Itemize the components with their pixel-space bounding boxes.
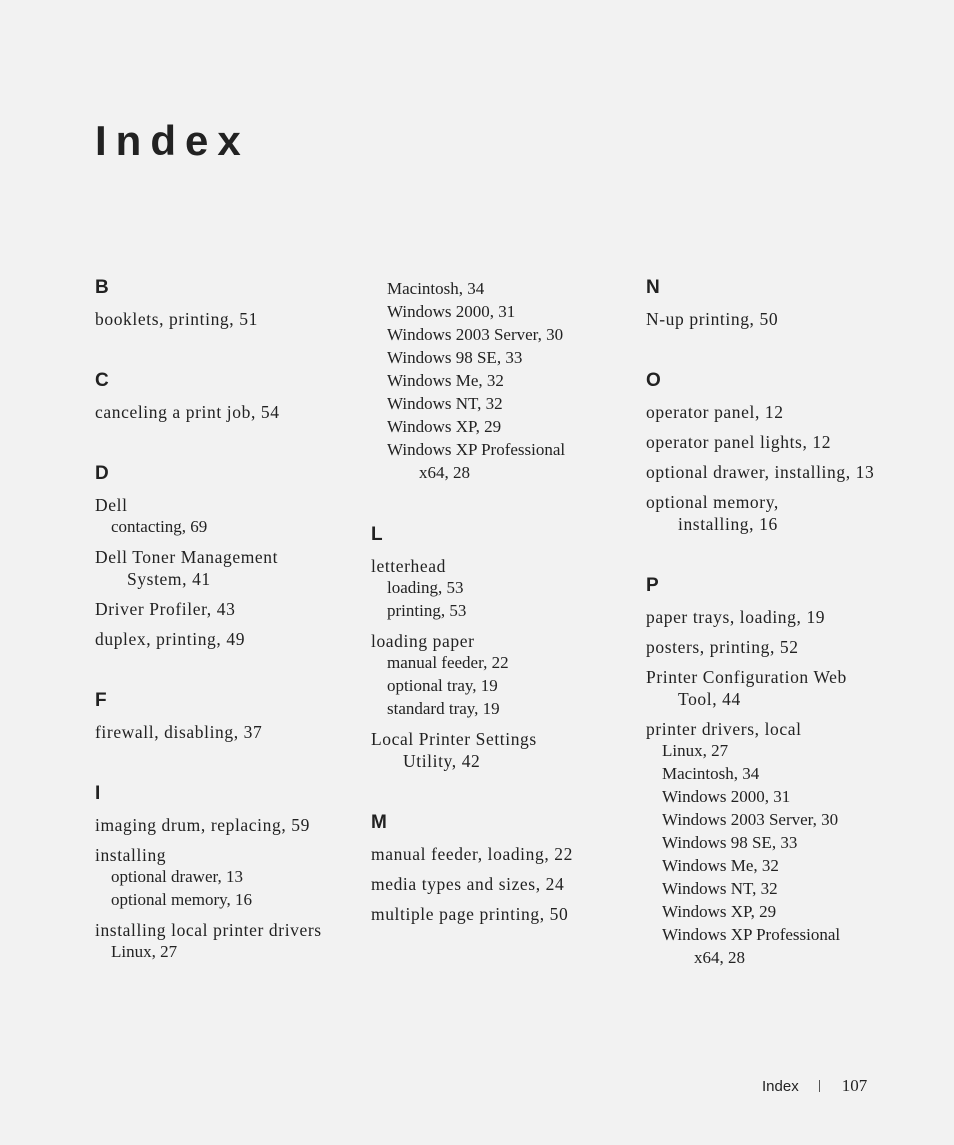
section-letter: L bbox=[371, 524, 383, 545]
page-footer bbox=[762, 1076, 867, 1096]
section-letter: D bbox=[95, 463, 109, 484]
index-subentry: Windows XP Professional bbox=[387, 440, 566, 459]
index-entry bbox=[646, 461, 916, 483]
index-entry-text: Printer Configuration Web bbox=[646, 667, 847, 687]
index-subentry: optional tray, 19 bbox=[387, 676, 498, 695]
index-entry-text: multiple page printing, 50 bbox=[371, 904, 569, 924]
index-entry bbox=[646, 431, 916, 453]
index-subentry: Windows XP, 29 bbox=[387, 417, 502, 436]
index-subentry: Windows 2000, 31 bbox=[662, 787, 791, 806]
index-entry bbox=[95, 844, 365, 866]
index-subentry: Windows 2003 Server, 30 bbox=[662, 810, 839, 829]
index-section bbox=[371, 525, 641, 772]
index-subentries bbox=[95, 866, 365, 911]
index-subentries bbox=[95, 516, 365, 538]
index-entry-text: canceling a print job, 54 bbox=[95, 402, 280, 422]
index-subentry: manual feeder, 22 bbox=[387, 653, 509, 672]
index-entry bbox=[95, 919, 365, 941]
index-entry-continuation: Utility, 42 bbox=[403, 751, 481, 771]
index-entry bbox=[646, 401, 916, 423]
index-section bbox=[95, 371, 365, 423]
index-entry-text: firewall, disabling, 37 bbox=[95, 722, 263, 742]
index-entry-text: installing local printer drivers bbox=[95, 920, 322, 940]
index-subentry: Linux, 27 bbox=[111, 942, 178, 961]
index-column-3 bbox=[646, 278, 916, 1010]
index-section bbox=[646, 278, 916, 330]
index-entry bbox=[95, 494, 365, 516]
index-entry-text: Dell Toner Management bbox=[95, 547, 279, 567]
index-entry-text: media types and sizes, 24 bbox=[371, 874, 565, 894]
index-entry bbox=[371, 630, 641, 652]
index-subentry: contacting, 69 bbox=[111, 517, 208, 536]
index-subentry: Windows 2000, 31 bbox=[387, 302, 516, 321]
index-section bbox=[646, 371, 916, 535]
index-entry bbox=[371, 903, 641, 925]
index-subentry: Windows Me, 32 bbox=[387, 371, 504, 390]
index-subentries bbox=[95, 941, 365, 963]
index-entry-text: installing bbox=[95, 845, 167, 865]
index-entry-text: operator panel, 12 bbox=[646, 402, 784, 422]
index-entry bbox=[95, 628, 365, 650]
index-entry-text: duplex, printing, 49 bbox=[95, 629, 246, 649]
index-entry bbox=[95, 721, 365, 743]
index-subentry: Windows Me, 32 bbox=[662, 856, 779, 875]
index-entry bbox=[646, 308, 916, 330]
index-section bbox=[95, 691, 365, 743]
index-subentry: optional drawer, 13 bbox=[111, 867, 243, 886]
section-letter: F bbox=[95, 690, 107, 711]
index-entry-text: loading paper bbox=[371, 631, 475, 651]
index-entry-text: imaging drum, replacing, 59 bbox=[95, 815, 310, 835]
index-subentries bbox=[371, 577, 641, 622]
index-entry-continuation: installing, 16 bbox=[678, 514, 778, 534]
section-letter: N bbox=[646, 277, 660, 298]
index-entry bbox=[371, 728, 641, 772]
index-entry bbox=[646, 606, 916, 628]
footer-section-label: Index bbox=[762, 1077, 799, 1095]
index-entry bbox=[95, 598, 365, 620]
index-entry-continuation: Tool, 44 bbox=[678, 689, 741, 709]
section-letter: C bbox=[95, 370, 109, 391]
section-letter: P bbox=[646, 575, 659, 596]
index-column-2 bbox=[371, 278, 641, 966]
index-subentry: Windows 98 SE, 33 bbox=[387, 348, 523, 367]
index-entry-text: booklets, printing, 51 bbox=[95, 309, 258, 329]
index-entry bbox=[646, 636, 916, 658]
section-letter: O bbox=[646, 370, 661, 391]
index-subentry: Macintosh, 34 bbox=[662, 764, 760, 783]
index-entry bbox=[646, 718, 916, 740]
continued-subentries bbox=[371, 278, 641, 484]
index-subentry: Linux, 27 bbox=[662, 741, 729, 760]
index-entry-text: printer drivers, local bbox=[646, 719, 802, 739]
index-subentry: loading, 53 bbox=[387, 578, 464, 597]
index-entry bbox=[371, 873, 641, 895]
index-subentry: Windows XP Professional bbox=[662, 925, 841, 944]
index-subentry-continuation: x64, 28 bbox=[694, 948, 745, 967]
index-entry-text: posters, printing, 52 bbox=[646, 637, 799, 657]
index-section bbox=[95, 278, 365, 330]
index-entry-text: Driver Profiler, 43 bbox=[95, 599, 236, 619]
page-number: 107 bbox=[841, 1076, 868, 1095]
index-entry-text: N-up printing, 50 bbox=[646, 309, 779, 329]
index-entry bbox=[95, 546, 365, 590]
index-subentry: Windows 98 SE, 33 bbox=[662, 833, 798, 852]
index-section bbox=[95, 464, 365, 650]
index-subentry: optional memory, 16 bbox=[111, 890, 253, 909]
index-subentries bbox=[646, 740, 916, 969]
section-letter: I bbox=[95, 783, 101, 804]
index-entry bbox=[646, 666, 916, 710]
index-subentry-continuation: x64, 28 bbox=[419, 463, 470, 482]
section-letter: B bbox=[95, 277, 109, 298]
index-entry bbox=[95, 814, 365, 836]
index-subentry: Windows XP, 29 bbox=[662, 902, 777, 921]
index-entry bbox=[95, 401, 365, 423]
index-column-1 bbox=[95, 278, 365, 1004]
page-title: Index bbox=[95, 117, 250, 164]
index-entry bbox=[371, 555, 641, 577]
index-section bbox=[646, 576, 916, 969]
index-entry bbox=[371, 843, 641, 865]
index-entry-text: manual feeder, loading, 22 bbox=[371, 844, 573, 864]
index-entry-text: Local Printer Settings bbox=[371, 729, 537, 749]
index-entry-text: Dell bbox=[95, 495, 128, 515]
index-subentry: Macintosh, 34 bbox=[387, 279, 485, 298]
index-entry-text: letterhead bbox=[371, 556, 446, 576]
index-section bbox=[95, 784, 365, 963]
index-entry-continuation: System, 41 bbox=[127, 569, 211, 589]
index-entry-text: operator panel lights, 12 bbox=[646, 432, 832, 452]
index-subentry: Windows NT, 32 bbox=[387, 394, 503, 413]
index-entry bbox=[646, 491, 916, 535]
footer-divider bbox=[819, 1080, 820, 1092]
index-entry bbox=[95, 308, 365, 330]
index-subentries bbox=[371, 652, 641, 720]
index-subentry: Windows 2003 Server, 30 bbox=[387, 325, 564, 344]
section-letter: M bbox=[371, 812, 387, 833]
index-subentry: printing, 53 bbox=[387, 601, 467, 620]
index-entry-text: optional drawer, installing, 13 bbox=[646, 462, 875, 482]
index-entry-text: optional memory, bbox=[646, 492, 779, 512]
index-section bbox=[371, 813, 641, 925]
index-subentry: standard tray, 19 bbox=[387, 699, 500, 718]
index-entry-text: paper trays, loading, 19 bbox=[646, 607, 826, 627]
index-subentry: Windows NT, 32 bbox=[662, 879, 778, 898]
